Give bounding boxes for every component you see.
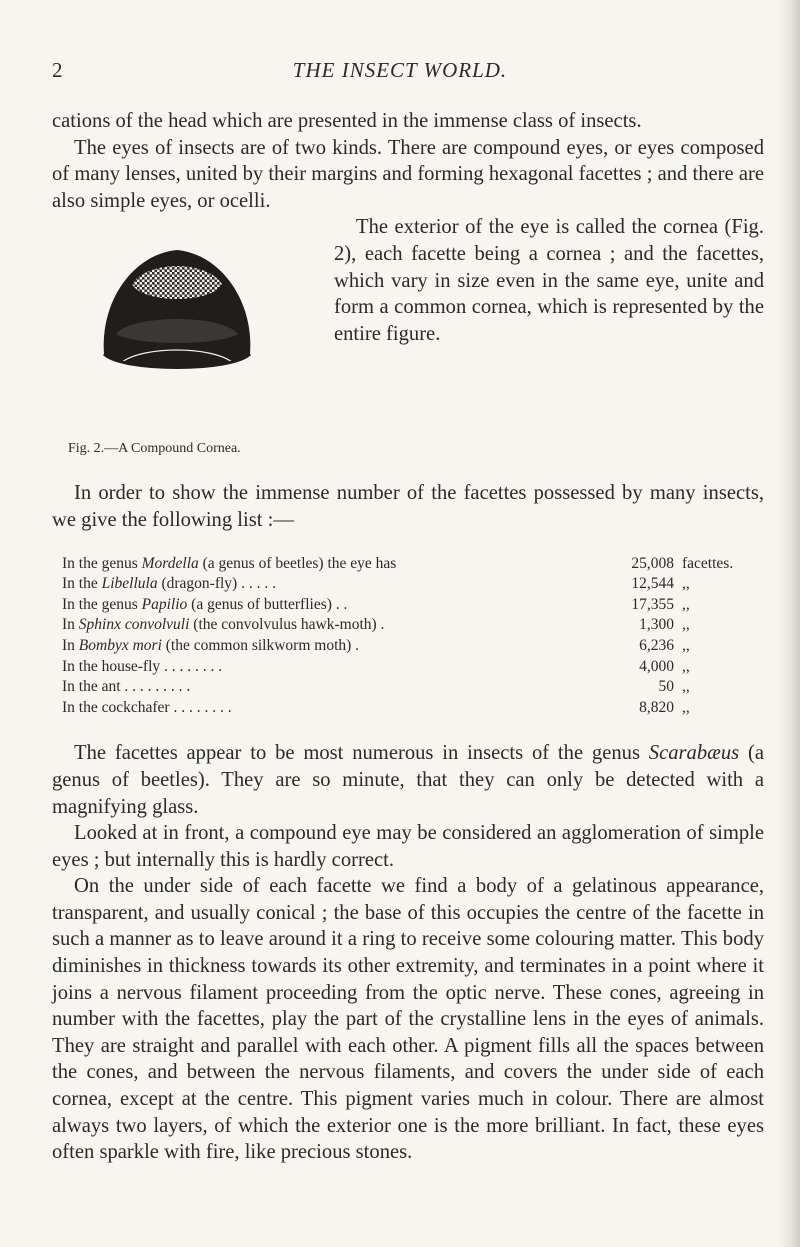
facette-row-prefix: In the genus xyxy=(62,595,142,613)
facette-row-label xyxy=(62,554,610,575)
facette-row xyxy=(62,698,752,719)
facette-row xyxy=(62,574,752,595)
facette-row xyxy=(62,595,752,616)
facette-row-genus: Sphinx convolvuli xyxy=(78,616,190,634)
paragraph-eye-kinds: The eyes of insects are of two kinds. There are compound eyes, or eyes composed of many lenses, united by their margins and forming hexagonal facettes ; and there are also simple eyes, or ocelli. xyxy=(52,136,764,212)
facette-row-unit: ,, xyxy=(682,575,690,593)
facette-row xyxy=(62,677,752,698)
facette-row-unit: ,, xyxy=(682,595,690,613)
facette-row-unit: ,, xyxy=(682,698,690,716)
facette-row-label xyxy=(62,657,610,678)
facette-row xyxy=(62,636,752,657)
facette-row xyxy=(62,657,752,678)
facette-row xyxy=(62,615,752,636)
facette-row-label xyxy=(62,677,610,698)
facette-row-prefix: In xyxy=(62,636,79,654)
facette-row-prefix: In the cockchafer . . . . . . . . xyxy=(62,698,232,716)
facette-row-label xyxy=(62,595,610,616)
facette-row-unit: ,, xyxy=(682,636,690,654)
running-title: THE INSECT WORLD. xyxy=(292,58,508,82)
paragraph-continuation: cations of the head which are presented in the immense class of insects. xyxy=(52,110,642,132)
facette-row-count: 50 xyxy=(658,678,674,696)
facette-row-count: 12,544 xyxy=(631,575,674,593)
facette-row-genus: Mordella xyxy=(141,554,199,572)
paragraph-list-intro: In order to show the immense number of the facettes possessed by many insects, we give the following list :— xyxy=(52,482,764,531)
facette-row-count: 8,820 xyxy=(639,698,674,716)
page-edge-shadow xyxy=(778,0,800,1247)
facette-row-prefix: In the ant . . . . . . . . . xyxy=(62,678,191,696)
paragraph-cornea-text: The exterior of the eye is called the cornea (Fig. 2), each facette being a cornea ; and the facettes, which vary in size even in the same eye, unite and form a common cornea, which is represented by the entire figure. xyxy=(334,216,764,345)
facette-row xyxy=(62,554,752,575)
facette-row-prefix: In the xyxy=(62,575,102,593)
facette-row-suffix: (a genus of beetles) the eye has xyxy=(198,554,397,572)
paragraph-agglomeration: Looked at in front, a compound eye may be considered an agglomeration of simple eyes ; but internally this is hardly correct. xyxy=(52,822,764,871)
facette-row-count: 1,300 xyxy=(639,616,674,634)
paragraph-cornea xyxy=(52,214,764,457)
facette-count-table xyxy=(62,554,752,719)
facette-row-suffix: (a genus of butterflies) . . xyxy=(187,595,348,613)
facette-row-count: 4,000 xyxy=(639,657,674,675)
facette-row-label xyxy=(62,636,610,657)
facette-row-suffix: (dragon-fly) . . . . . xyxy=(157,575,276,593)
facette-row-unit: facettes. xyxy=(682,554,734,572)
facette-row-unit: ,, xyxy=(682,657,690,675)
facette-row-suffix: (the convolvulus hawk-moth) . xyxy=(189,616,385,634)
facette-row-label xyxy=(62,698,610,719)
text-column xyxy=(52,108,764,1166)
facette-row-count: 6,236 xyxy=(639,636,674,654)
scarabaeus-text-before: The facettes appear to be most numerous in insects of the genus xyxy=(74,742,649,765)
facette-row-prefix: In xyxy=(62,616,79,634)
scarabaeus-text-after: (a genus of beetles). They are so minute, that they can only be detected with a magnifying glass. xyxy=(52,742,764,818)
figure-compound-cornea xyxy=(52,216,324,480)
facette-row-genus: Papilio xyxy=(141,595,188,613)
facette-row-genus: Libellula xyxy=(101,575,158,593)
paragraph-gelatinous-body: On the under side of each facette we find a body of a gelatinous appearance, transparent, and usually conical ; the base of this occupies the centre of the facette in such a manner as to leave around it a ring to receive some colouring matter. This body diminishes in thickness towards its other extremity, and terminates in a point where it joins a nervous filament proceeding from the optic nerve. These cones, agreeing in number with the facettes, play the part of the crystalline lens in the eyes of animals. They are straight and parallel with each other. A pigment fills all the spaces between the cones, and between the nervous filaments, and covers the under side of each cornea, except at the centre. This pigment varies much in colour. There are almost always two layers, of which the exterior one is the more brilliant. In fact, these eyes often sparkle with fire, like precious stones. xyxy=(52,875,764,1164)
facette-row-prefix: In the house-fly . . . . . . . . xyxy=(62,657,223,675)
facette-row-unit: ,, xyxy=(682,616,690,634)
page-number: 2 xyxy=(52,58,63,82)
facette-row-label xyxy=(62,574,610,595)
facette-row-prefix: In the genus xyxy=(62,554,142,572)
facette-row-suffix: (the common silkworm moth) . xyxy=(161,636,360,654)
facette-row-unit: ,, xyxy=(682,678,690,696)
facette-row-count: 25,008 xyxy=(631,554,674,572)
genus-scarabaeus: Scarabæus xyxy=(648,742,740,765)
figure-caption: Fig. 2.—A Compound Cornea. xyxy=(68,441,241,457)
paragraph-scarabaeus xyxy=(52,740,764,820)
facette-row-genus: Bombyx mori xyxy=(78,636,162,654)
facette-row-label xyxy=(62,615,610,636)
facette-row-count: 17,355 xyxy=(631,595,674,613)
compound-cornea-illustration xyxy=(92,222,262,382)
